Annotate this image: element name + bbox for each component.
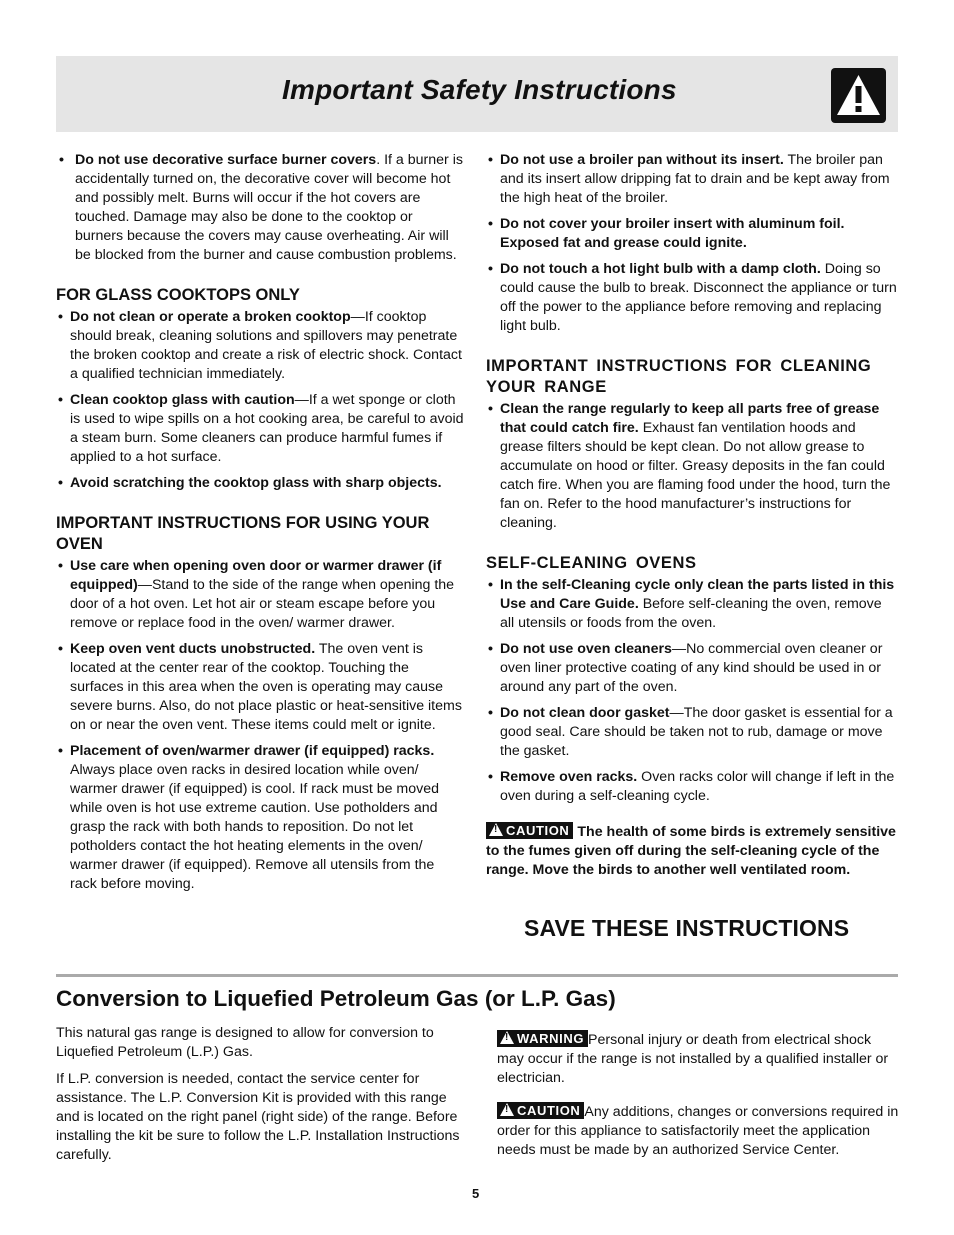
list-item: • Do not use a broiler pan without its insert. The broiler pan and its insert allow dripping fat to drain and be kept away from the high heat of the broiler. xyxy=(486,151,898,208)
list-item: • Do not use decorative surface burner covers. If a burner is accidentally turned on, the decorative cover will become hot and possibly melt. Burns will occur if the hot covers are touched. Damage may also be done to the cooktop or burners because the covers may cause overheating. Air will be blocked from the burner and cause combustion problems. xyxy=(56,151,464,265)
left-column xyxy=(56,151,464,901)
alert-triangle-icon xyxy=(500,1103,514,1116)
list-item: • Do not touch a hot light bulb with a damp cloth. Doing so could cause the bulb to break. Disconnect the appliance or turn off the power to the appliance before removing and replacing light bulb. xyxy=(486,260,898,336)
list-item: • In the self-Cleaning cycle only clean the parts listed in this Use and Care Guide. Before self-cleaning the oven, remove all utensils or foods from the oven. xyxy=(486,576,898,633)
list-item: • Clean the range regularly to keep all parts free of grease that could catch fire. Exhaust fan ventilation hoods and grease filters should be kept clean. Do not allow grease to accumulate on hood or filter. Greasy deposits in the fan could catch fire. When you are flaming food under the hood, turn the fan on. Refer to the hood manufacturer’s instructions for cleaning. xyxy=(486,400,898,533)
caution-badge: !CAUTION xyxy=(486,822,573,839)
alert-triangle-icon xyxy=(500,1031,514,1044)
list-item: • Use care when opening oven door or warmer drawer (if equipped)—Stand to the side of the range when opening the door of a hot oven. Let hot air or steam escape before you remove or replace food in the oven/ warmer drawer. xyxy=(56,557,464,633)
conversion-title: Conversion to Liquefied Petroleum Gas (or L.P. Gas) xyxy=(56,986,616,1011)
warning-notice: !WARNING Personal injury or death from electrical shock may occur if the range is not installed by a qualified installer or electrician. xyxy=(497,1030,899,1088)
list-item: • Avoid scratching the cooktop glass with sharp objects. xyxy=(56,474,464,493)
warning-badge: !WARNING xyxy=(497,1030,588,1047)
list-item: • Remove oven racks. Oven racks color will change if left in the oven during a self-cleaning cycle. xyxy=(486,768,898,806)
section-heading-self-cleaning: SELF-CLEANING OVENS xyxy=(486,554,697,572)
list-item: • Do not use oven cleaners—No commercial oven cleaner or oven liner protective coating of any kind should be used in or around any part of the oven. xyxy=(486,640,898,697)
list-item: • Keep oven vent ducts unobstructed. The oven vent is located at the center rear of the cooktop. Touching the surfaces in this area when the oven is operating may cause severe burns. Also, do not place plastic or heat-sensitive items on or near the oven vent. These items could melt or ignite. xyxy=(56,640,464,735)
caution-badge: !CAUTION xyxy=(497,1102,584,1119)
warning-triangle-icon xyxy=(831,68,886,123)
section-divider xyxy=(56,974,898,977)
list-item: • Clean cooktop glass with caution—If a wet sponge or cloth is used to wipe spills on a hot cooking area, be careful to avoid a steam burn. Some cleaners can produce harmful fumes if applied to a hot surface. xyxy=(56,391,464,467)
page-title: Important Safety Instructions xyxy=(282,74,677,105)
section-heading-glass: FOR GLASS COOKTOPS ONLY xyxy=(56,286,300,304)
section-heading-cleaning: IMPORTANT INSTRUCTIONS FOR CLEANING YOUR RANGE xyxy=(486,357,872,396)
list-item: • Do not clean door gasket—The door gasket is essential for a good seal. Care should be taken not to rub, damage or move the gasket. xyxy=(486,704,898,761)
page-number: 5 xyxy=(472,1186,480,1201)
page-header xyxy=(56,56,898,132)
right-column xyxy=(486,151,898,880)
caution-notice: !CAUTION The health of some birds is extremely sensitive to the fumes given off during the self-cleaning cycle of the range. Move the birds to another well ventilated room. xyxy=(486,822,898,880)
caution-notice: !CAUTION Any additions, changes or conversions required in order for this appliance to satisfactorily meet the application needs must be made by an authorized Service Center. xyxy=(497,1102,899,1160)
alert-triangle-icon xyxy=(489,823,503,836)
list-item: • Do not cover your broiler insert with aluminum foil. Exposed fat and grease could ignite. xyxy=(486,215,898,253)
paragraph: If L.P. conversion is needed, contact the service center for assistance. The L.P. Conversion Kit is provided with this range and is located on the right panel (right side) of the range. Before installing the kit be sure to follow the L.P. Installation Instructions carefully. xyxy=(56,1071,460,1163)
conversion-right-text xyxy=(497,1030,899,1174)
paragraph: This natural gas range is designed to allow for conversion to Liquefied Petroleum (L.P.) Gas. xyxy=(56,1025,434,1060)
section-heading-oven: IMPORTANT INSTRUCTIONS FOR USING YOUR OVEN xyxy=(56,514,430,553)
list-item: • Do not clean or operate a broken cooktop—If cooktop should break, cleaning solutions and spillovers may penetrate the broken cooktop and create a risk of electric shock. Contact a qualified technician immediately. xyxy=(56,308,464,384)
save-instructions-heading: SAVE THESE INSTRUCTIONS xyxy=(524,915,850,941)
conversion-left-text xyxy=(56,1024,466,1173)
list-item: • Placement of oven/warmer drawer (if equipped) racks. Always place oven racks in desired location while oven/ warmer drawer (if equipped) is cool. If rack must be moved while oven is hot use extreme caution. Use potholders and grasp the rack with both hands to reposition. Do not let potholders contact the hot heating elements in the oven/ warmer drawer (if equipped). Remove all utensils from the rack before moving. xyxy=(56,742,464,894)
